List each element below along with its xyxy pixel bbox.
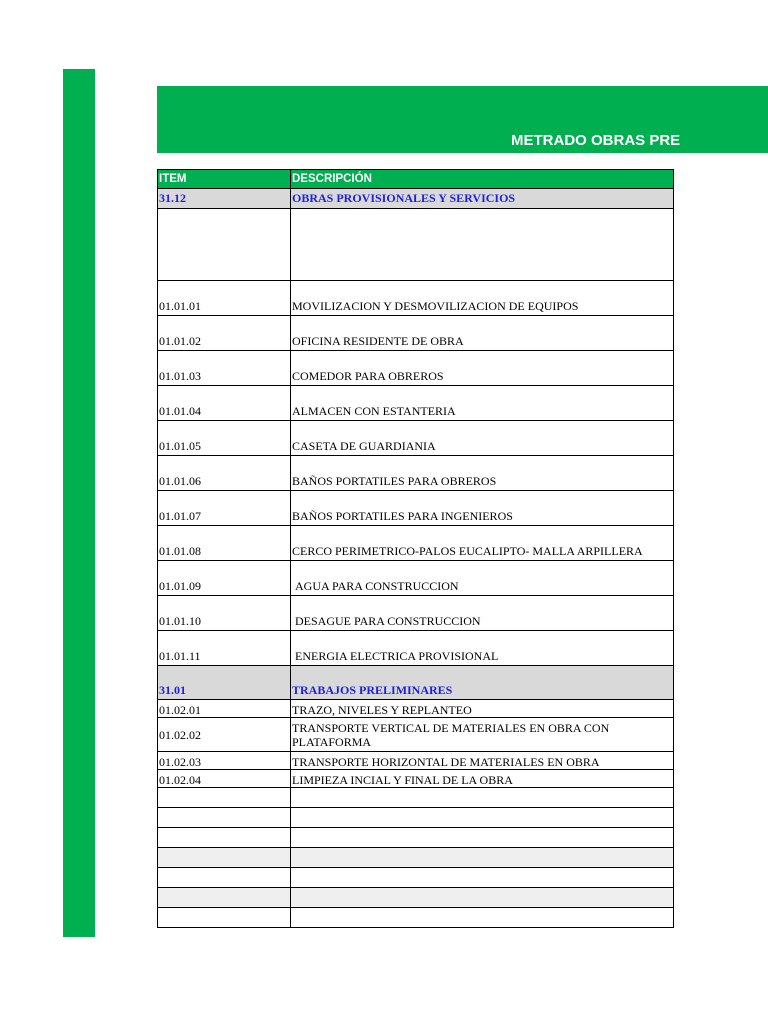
item-cell: 01.02.03: [158, 752, 291, 770]
empty-row: [158, 848, 674, 868]
description-cell: LIMPIEZA INCIAL Y FINAL DE LA OBRA: [291, 770, 674, 788]
item-cell: 01.01.02: [158, 316, 291, 351]
description-cell: [291, 631, 674, 666]
item-cell: 01.01.05: [158, 421, 291, 456]
table-row: [158, 631, 674, 666]
item-cell: [158, 209, 291, 281]
table-row: [158, 752, 674, 770]
description-cell: [291, 561, 674, 596]
column-header-item: ITEM: [158, 170, 291, 189]
table-row: [158, 491, 674, 526]
item-cell: 01.01.10: [158, 596, 291, 631]
section-item: 31.12: [158, 189, 291, 209]
item-cell: 01.01.08: [158, 526, 291, 561]
item-cell: [158, 888, 291, 908]
table-header-row: [158, 170, 674, 189]
empty-row: [158, 868, 674, 888]
description-cell: [291, 828, 674, 848]
table-row: [158, 316, 674, 351]
description-cell: [291, 868, 674, 888]
item-cell: 01.01.04: [158, 386, 291, 421]
section-row: [158, 189, 674, 209]
table-row: [158, 718, 674, 752]
item-cell: [158, 868, 291, 888]
left-green-bar: [63, 69, 95, 937]
section-item: 31.01: [158, 666, 291, 700]
description-cell: MOVILIZACION Y DESMOVILIZACION DE EQUIPOS: [291, 281, 674, 316]
section-description: TRABAJOS PRELIMINARES: [291, 666, 674, 700]
description-cell: CERCO PERIMETRICO-PALOS EUCALIPTO- MALLA ARPILLERA: [291, 526, 674, 561]
item-cell: [158, 828, 291, 848]
item-cell: [158, 848, 291, 868]
table-row: [158, 700, 674, 718]
table-row: [158, 770, 674, 788]
description-cell: TRAZO, NIVELES Y REPLANTEO: [291, 700, 674, 718]
table-row: [158, 456, 674, 491]
item-cell: 01.01.07: [158, 491, 291, 526]
description-cell: CASETA DE GUARDIANIA: [291, 421, 674, 456]
description-cell: [291, 908, 674, 928]
metrado-table: [157, 169, 674, 928]
empty-row: [158, 908, 674, 928]
item-cell: [158, 908, 291, 928]
table-row: [158, 421, 674, 456]
description-cell: ALMACEN CON ESTANTERIA: [291, 386, 674, 421]
description-cell: BAÑOS PORTATILES PARA OBREROS: [291, 456, 674, 491]
empty-row: [158, 788, 674, 808]
empty-row: [158, 888, 674, 908]
description-text: ENERGIA ELECTRICA PROVISIONAL: [295, 649, 499, 663]
description-cell: TRANSPORTE VERTICAL DE MATERIALES EN OBRA CON PLATAFORMA: [291, 718, 674, 752]
description-text: DESAGUE PARA CONSTRUCCION: [295, 614, 481, 628]
description-cell: [291, 808, 674, 828]
item-cell: [158, 788, 291, 808]
table-row: [158, 386, 674, 421]
description-cell: BAÑOS PORTATILES PARA INGENIEROS: [291, 491, 674, 526]
description-cell: [291, 848, 674, 868]
item-cell: 01.02.02: [158, 718, 291, 752]
empty-row: [158, 828, 674, 848]
item-cell: 01.01.03: [158, 351, 291, 386]
empty-row: [158, 808, 674, 828]
table-row: [158, 526, 674, 561]
column-header-description: DESCRIPCIÓN: [291, 170, 674, 189]
page-title: METRADO OBRAS PRE: [511, 132, 681, 149]
section-description: OBRAS PROVISIONALES Y SERVICIOS: [291, 189, 674, 209]
table-row: [158, 281, 674, 316]
item-cell: 01.01.11: [158, 631, 291, 666]
item-cell: 01.02.01: [158, 700, 291, 718]
table-row: [158, 209, 674, 281]
description-cell: OFICINA RESIDENTE DE OBRA: [291, 316, 674, 351]
table-row: [158, 351, 674, 386]
description-cell: [291, 596, 674, 631]
table-row: [158, 561, 674, 596]
item-cell: 01.01.09: [158, 561, 291, 596]
description-cell: [291, 888, 674, 908]
item-cell: 01.01.01: [158, 281, 291, 316]
description-text: AGUA PARA CONSTRUCCION: [295, 579, 459, 593]
description-cell: [291, 209, 674, 281]
description-cell: TRANSPORTE HORIZONTAL DE MATERIALES EN OBRA: [291, 752, 674, 770]
item-cell: 01.02.04: [158, 770, 291, 788]
description-cell: [291, 788, 674, 808]
description-cell: COMEDOR PARA OBREROS: [291, 351, 674, 386]
section-row: [158, 666, 674, 700]
table-row: [158, 596, 674, 631]
item-cell: [158, 808, 291, 828]
item-cell: 01.01.06: [158, 456, 291, 491]
